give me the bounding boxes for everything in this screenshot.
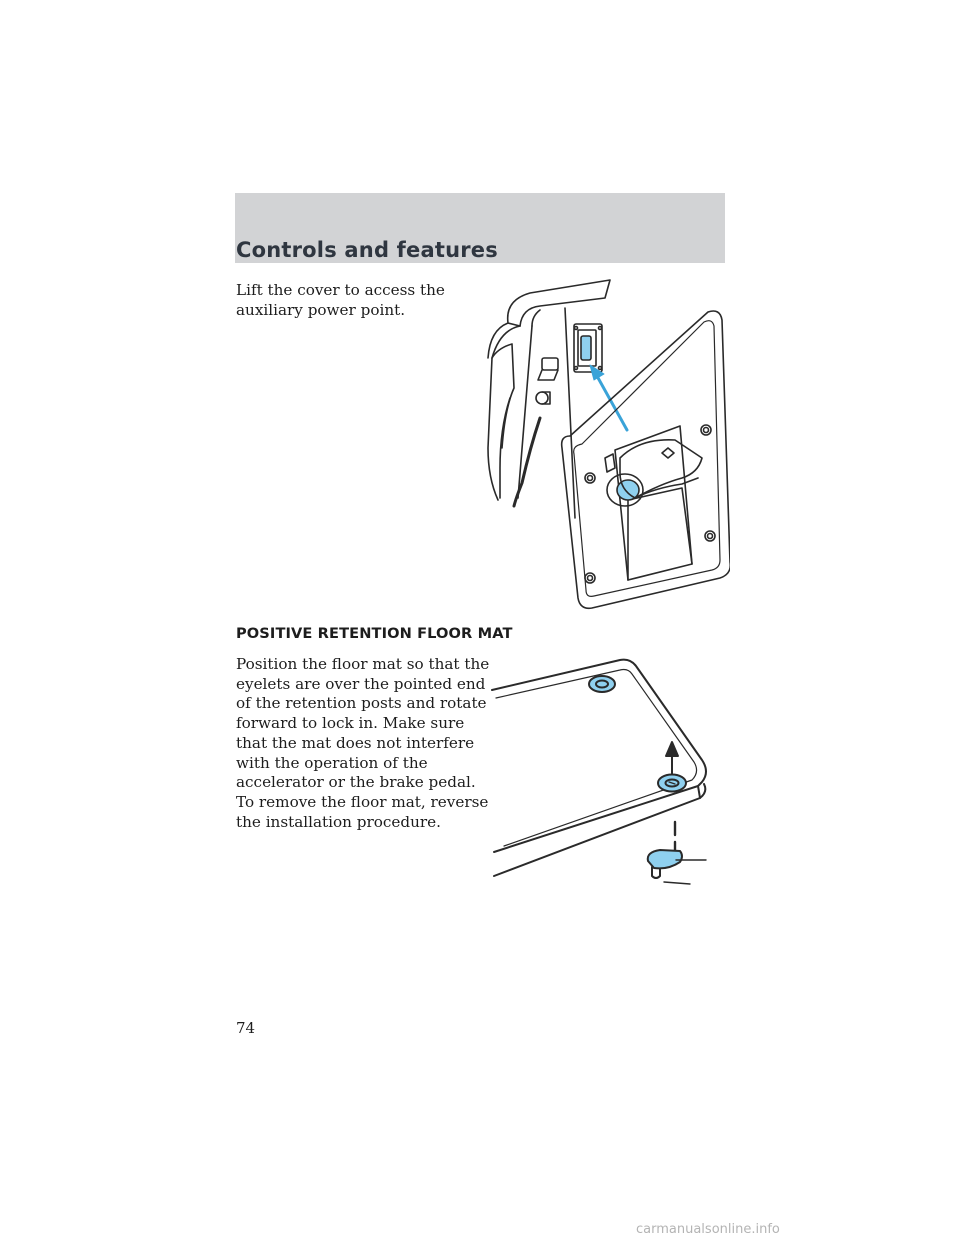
watermark: carmanualsonline.info bbox=[636, 1222, 780, 1237]
floor-mat-heading: POSITIVE RETENTION FLOOR MAT bbox=[236, 625, 513, 642]
floor-mat-illustration bbox=[480, 650, 715, 895]
section-title: Controls and features bbox=[236, 238, 498, 262]
page-number: 74 bbox=[236, 1019, 256, 1037]
power-point-instructions: Lift the cover to access the auxiliary power point. bbox=[236, 281, 445, 319]
floor-mat-instructions: Position the floor mat so that the eyelets are over the pointed end of the retention posts and rotate forward to lock in. Make sure that the mat does not interfere with the operation of the accelerator or the brake pedal. To remove the floor mat, reverse the installation procedure. bbox=[236, 655, 490, 831]
power-point-illustration bbox=[470, 268, 730, 618]
